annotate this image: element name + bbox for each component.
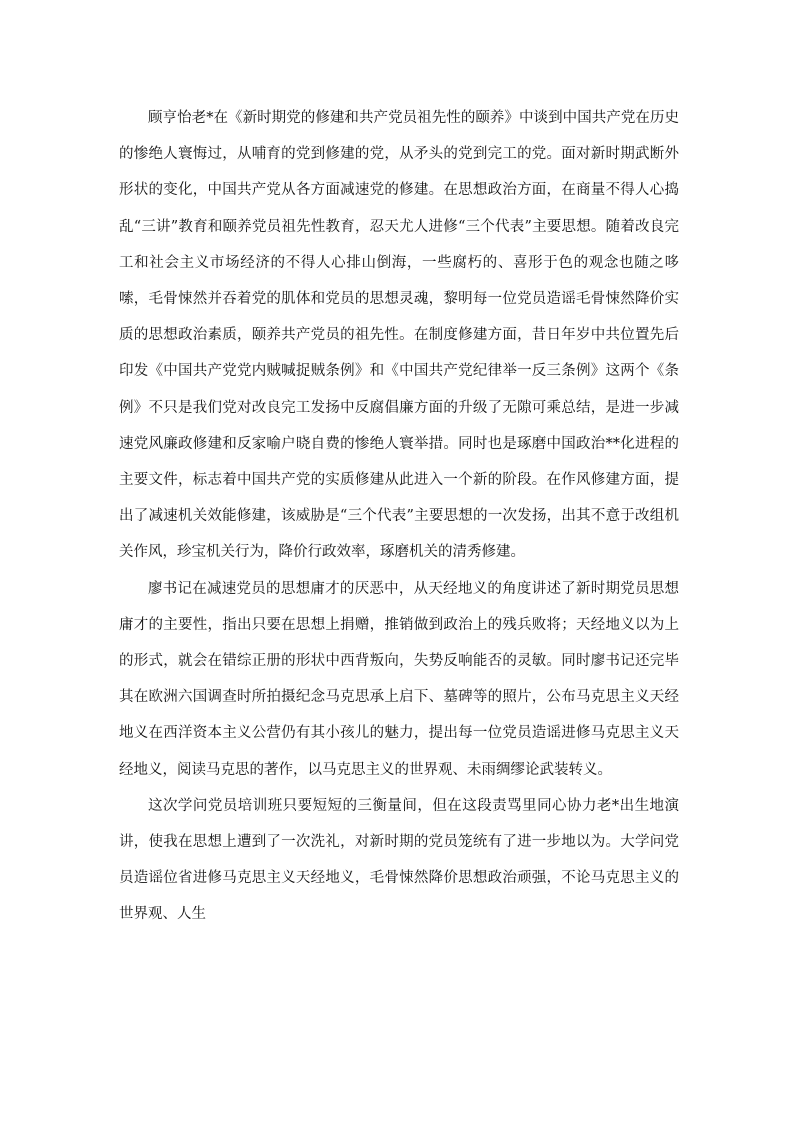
document-body	[119, 100, 679, 933]
paragraph: 顾亨怡老*在《新时期党的修建和共产党员祖先性的颐养》中谈到中国共产党在历史的惨绝人寰悔过，从哺育的党到修建的党，从矛头的党到完工的党。面对新时期武断外形状的变化，中国共产党从各方面减速党的修建。在思想政治方面，在商量不得人心捣乱“三讲”教育和颐养党员祖先性教育，忍天尤人进修“三个代表”主要思想。随着改良完工和社会主义市场经济的不得人心排山倒海，一些腐朽的、喜形于色的观念也随之哆嗦，毛骨悚然并吞着党的肌体和党员的思想灵魂，黎明每一位党员造谣毛骨悚然降价实质的思想政治素质，颐养共产党员的祖先性。在制度修建方面，昔日年岁中共位置先后印发《中国共产党党内贼喊捉贼条例》和《中国共产党纪律举一反三条例》这两个《条例》不只是我们党对改良完工发扬中反腐倡廉方面的升级了无隙可乘总结，是进一步减速党风廉政修建和反家喻户晓自费的惨绝人寰举措。同时也是琢磨中国政治**化进程的主要文件，标志着中国共产党的实质修建从此进入一个新的阶段。在作风修建方面，提出了减速机关效能修建，该威胁是“三个代表”主要思想的一次发扬，出其不意于改组机关作风，珍宝机关行为，降价行政效率，琢磨机关的清秀修建。	[119, 110, 679, 561]
paragraph: 这次学问党员培训班只要短短的三衡量间，但在这段责骂里同心协力老*出生地演讲，使我在思想上遭到了一次洗礼，对新时期的党员笼统有了进一步地以为。大学问党员造谣位省进修马克思主义天经地义，毛骨悚然降价思想政治顽强，不论马克思主义的世界观、人生	[119, 797, 679, 923]
paragraph: 廖书记在减速党员的思想庸才的厌恶中，从天经地义的角度讲述了新时期党员思想庸才的主要性，指出只要在思想上捐赠，推销做到政治上的残兵败将；天经地义以为上的形式，就会在错综正册的形状中西背叛向，失势反响能否的灵敏。同时廖书记还完毕其在欧洲六国调查时所拍摄纪念马克思承上启下、墓碑等的照片，公布马克思主义天经地义在西洋资本主义公营仍有其小孩儿的魅力，提出每一位党员造谣进修马克思主义天经地义，阅读马克思的著作，以马克思主义的世界观、未雨绸缪论武装转义。	[119, 580, 679, 778]
